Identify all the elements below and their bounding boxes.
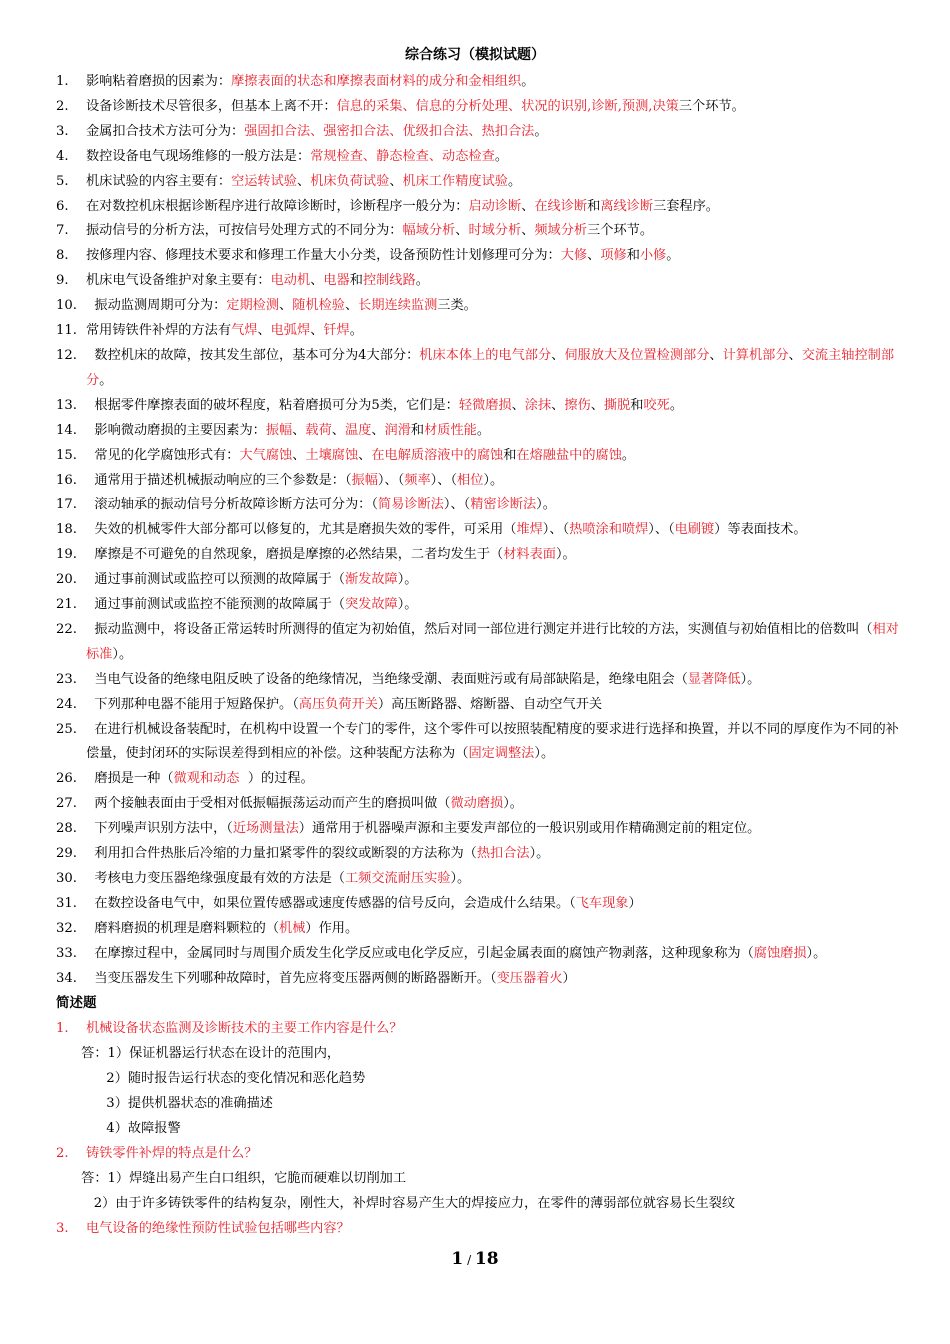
question-text: ）、（ xyxy=(443,497,471,513)
item-text xyxy=(86,892,908,917)
question-number: 1. xyxy=(56,1021,69,1036)
question-text: 机床试验的内容主要有： xyxy=(86,173,232,189)
answer-text: 机床本体上的电气部分 xyxy=(419,347,552,363)
item-number: 33. xyxy=(56,945,77,961)
question-text: ）。 xyxy=(529,846,550,862)
question-text: 摩擦是不可避免的自然现象，磨损是摩擦的必然结果，二者均发生于（ xyxy=(86,547,504,563)
item-number: 14. xyxy=(56,422,77,438)
item-number: 1. xyxy=(56,74,69,89)
list-item xyxy=(56,244,908,269)
question-text: ）等表面技术。 xyxy=(714,522,807,538)
list-item xyxy=(56,95,908,120)
answer-text: 离线诊断 xyxy=(600,198,654,214)
item-text xyxy=(86,493,908,518)
item-number: 9. xyxy=(56,273,69,289)
list-item xyxy=(56,493,908,518)
question-text: 、 xyxy=(551,397,565,413)
item-text xyxy=(86,394,908,419)
question-text: 按修理内容、修理技术要求和修理工作量大小分类，设备预防性计划修理可分为： xyxy=(86,248,561,264)
item-text xyxy=(86,244,908,269)
question-text: ）。 xyxy=(483,472,504,488)
answer-text: 高压负荷开关 xyxy=(298,696,378,712)
list-item xyxy=(56,319,908,344)
item-text xyxy=(86,170,908,195)
list-item xyxy=(56,693,908,718)
question-text: 和 xyxy=(630,397,644,413)
question-text: ）的过程。 xyxy=(247,771,314,787)
list-item xyxy=(56,967,908,992)
item-number: 22. xyxy=(56,621,77,637)
question-text: 、 xyxy=(551,347,565,363)
question-text: 、 xyxy=(587,248,601,264)
question-text: 、 xyxy=(389,173,403,189)
answer-text: 简易诊断法 xyxy=(377,497,444,513)
answer-text: 微动磨损 xyxy=(450,796,504,812)
question-text: ）。 xyxy=(740,671,761,687)
question-text: 、 xyxy=(455,223,469,239)
item-number: 4. xyxy=(56,148,69,164)
item-number: 28. xyxy=(56,821,77,837)
answer-text: 信息的采集、信息的分析处理、状况的识别,诊断,预测,决策 xyxy=(336,98,679,114)
question-text: 、 xyxy=(590,397,604,413)
question-text: ）通常用于机器噪声源和主要发声部位的一般识别或用作精确测定前的粗定位。 xyxy=(298,821,761,837)
question-text: 、 xyxy=(297,173,311,189)
question-text: 电气设备的绝缘性预防性试验包括哪些内容？ xyxy=(86,1221,350,1236)
list-item xyxy=(56,718,908,768)
answer-text: 钎焊 xyxy=(323,323,350,339)
item-number: 29. xyxy=(56,846,77,862)
item-number: 18. xyxy=(56,522,77,538)
answer-text: 启动诊断 xyxy=(468,198,522,214)
question-text: 。 xyxy=(476,422,491,438)
question-text: 金属扣合技术方法可分为： xyxy=(86,123,245,139)
page-number xyxy=(0,1249,950,1269)
section-heading: 简述题 xyxy=(56,995,97,1011)
question-text: 和 xyxy=(349,273,363,289)
answer-text: 擦伤 xyxy=(564,397,591,413)
list-item xyxy=(56,269,908,294)
answer-text: 电刷镀 xyxy=(674,522,715,538)
question-text: 铸铁零件补焊的特点是什么？ xyxy=(86,1146,258,1161)
item-number: 3. xyxy=(56,123,69,139)
list-item xyxy=(56,419,908,444)
question-text: 影响微动磨损的主要因素为： xyxy=(86,422,266,438)
short-question xyxy=(56,1141,908,1166)
item-text xyxy=(86,344,908,394)
question-text: 通常用于描述机械振动响应的三个参数是：（ xyxy=(86,472,352,488)
answer-line: 答：1）保证机器运行状态在设计的范围内， xyxy=(56,1046,341,1061)
page-title: 综合练习（模拟试题） xyxy=(405,47,545,63)
item-number: 34. xyxy=(56,970,77,986)
question-text: 和 xyxy=(587,198,601,214)
question-text: 机械设备状态监测及诊断技术的主要工作内容是什么？ xyxy=(86,1021,403,1036)
question-text: 三个环节。 xyxy=(587,223,654,239)
answer-text: 在线诊断 xyxy=(534,198,588,214)
answer-text: 强固扣合法、强密扣合法、优级扣合法、热扣合法 xyxy=(244,123,535,139)
item-text xyxy=(86,942,908,967)
list-item xyxy=(56,543,908,568)
answer-text: 空运转试验 xyxy=(231,173,297,189)
answer-text: 计算机部分 xyxy=(722,347,789,363)
question-number: 2. xyxy=(56,1146,69,1161)
item-text xyxy=(86,95,908,120)
question-text: 数控机床的故障，按其发生部位，基本可分为4大部分： xyxy=(86,347,420,363)
answer-text: 随机检验 xyxy=(292,298,345,314)
question-text: 。 xyxy=(494,148,508,164)
question-text: 振动信号的分析方法，可按信号处理方式的不同分为： xyxy=(86,223,403,239)
item-text xyxy=(86,817,908,842)
question-text: 。 xyxy=(666,248,680,264)
answer-text: 大气腐蚀 xyxy=(239,447,293,463)
question-text: ）。 xyxy=(112,646,133,662)
question-text: 、 xyxy=(292,422,306,438)
item-text xyxy=(86,917,908,942)
question-text: 和 xyxy=(503,447,517,463)
answer-text: 咬死 xyxy=(643,397,670,413)
question-text: 、 xyxy=(331,422,345,438)
answer-text: 腐蚀磨损 xyxy=(753,945,807,961)
question-text: 影响粘着磨损的因素为： xyxy=(86,74,232,89)
answer-text: 机床负荷试验 xyxy=(310,173,390,189)
item-text xyxy=(86,693,908,718)
answer-text: 热扣合法 xyxy=(476,846,530,862)
item-text xyxy=(86,593,908,618)
answer-text: 润滑 xyxy=(384,422,411,438)
item-text xyxy=(86,668,908,693)
list-item xyxy=(56,942,908,967)
question-text: 、 xyxy=(344,298,359,314)
answer-text: 定期检测 xyxy=(226,298,280,314)
list-item xyxy=(56,593,908,618)
answer-line: 4）故障报警 xyxy=(56,1121,181,1136)
question-text: 。 xyxy=(99,372,113,388)
item-number: 8. xyxy=(56,248,69,264)
question-text: 、 xyxy=(279,298,293,314)
answer-text: 长期连续监测 xyxy=(358,298,438,314)
list-item xyxy=(56,817,908,842)
answer-text: 在电解质溶液中的腐蚀 xyxy=(371,447,504,463)
question-text: 利用扣合件热胀后冷缩的力量扣紧零件的裂纹或断裂的方法称为（ xyxy=(86,846,477,862)
item-text xyxy=(86,419,908,444)
question-text: 、 xyxy=(521,223,535,239)
item-text xyxy=(86,70,908,95)
question-text: 和 xyxy=(410,422,425,438)
list-item xyxy=(56,145,908,170)
answer-text: 频域分析 xyxy=(534,223,588,239)
question-text: 、 xyxy=(310,273,324,289)
question-text: 。 xyxy=(534,123,548,139)
question-text: 、 xyxy=(310,323,324,339)
question-text: 。 xyxy=(415,273,429,289)
answer-text: 精密诊断法 xyxy=(470,497,537,513)
question-text: 磨料磨损的机理是磨料颗粒的（ xyxy=(86,920,280,936)
answer-text: 相对标准 xyxy=(86,621,899,662)
question-text: 设备诊断技术尽管很多，但基本上离不开： xyxy=(86,98,337,114)
question-text: ）。 xyxy=(397,572,418,588)
list-item xyxy=(56,917,908,942)
question-text: ）。 xyxy=(450,871,471,886)
item-number: 19. xyxy=(56,547,77,563)
question-text: 三个环节。 xyxy=(678,98,745,114)
list-item xyxy=(56,120,908,145)
answer-text: 飞车现象 xyxy=(575,895,629,911)
answer-text: 机床工作精度试验 xyxy=(402,173,508,189)
answer-text: 在熔融盐中的腐蚀 xyxy=(516,447,622,463)
question-text: 、 xyxy=(511,397,525,413)
question-text: 、 xyxy=(358,447,372,463)
question-text: 当变压器发生下列哪种故障时，首先应将变压器两侧的断路器断开。（ xyxy=(86,970,497,986)
page-current: 1 xyxy=(451,1249,464,1269)
short-answer-list xyxy=(56,1016,908,1241)
item-text xyxy=(86,718,908,768)
answer-text: 项修 xyxy=(600,248,627,264)
question-text: 通过事前测试或监控可以预测的故障属于（ xyxy=(86,572,345,588)
answer-text: 交流主轴控制部分 xyxy=(86,347,895,388)
answer-text: 气焊 xyxy=(231,323,258,339)
answer-text: 工频交流耐压实验 xyxy=(344,871,451,886)
item-text xyxy=(86,767,908,792)
list-item xyxy=(56,294,908,319)
page-total: 18 xyxy=(474,1249,499,1269)
item-number: 31. xyxy=(56,895,77,911)
answer-text: 载荷 xyxy=(305,422,332,438)
list-item xyxy=(56,70,908,95)
question-text: 三套程序。 xyxy=(653,198,719,214)
list-item xyxy=(56,170,908,195)
answer-text: 撕脱 xyxy=(603,397,631,413)
item-number: 2. xyxy=(56,98,69,114)
question-text: ）、（ xyxy=(648,522,675,538)
question-text: 、 xyxy=(709,347,723,363)
answer-text: 电动机 xyxy=(270,273,311,289)
item-text xyxy=(86,792,908,817)
answer-text: 小修 xyxy=(639,248,667,264)
question-text: 在摩擦过程中，金属同时与周围介质发生化学反应或电化学反应，引起金属表面的腐蚀产物剥落，这种现象称为（ xyxy=(86,945,754,961)
question-text: 在对数控机床根据诊断程序进行故障诊断时，诊断程序一般分为： xyxy=(86,198,469,214)
question-text: 两个接触表面由于受相对低振幅振荡运动而产生的磨损叫做（ xyxy=(86,796,451,812)
answer-text: 大修 xyxy=(560,248,588,264)
question-text: 常用铸铁件补焊的方法有 xyxy=(86,323,232,339)
answer-text: 轻微磨损 xyxy=(458,397,512,413)
item-number: 16. xyxy=(56,472,77,488)
answer-text: 材料表面 xyxy=(503,547,556,563)
item-number: 26. xyxy=(56,771,77,787)
list-item xyxy=(56,618,908,668)
answer-text: 频率 xyxy=(404,472,431,488)
answer-text: 渐发故障 xyxy=(344,572,398,588)
question-text: ）。 xyxy=(534,746,555,762)
item-number: 25. xyxy=(56,721,77,737)
list-item xyxy=(56,568,908,593)
answer-text: 土壤腐蚀 xyxy=(305,447,359,463)
item-number: 5. xyxy=(56,173,69,189)
answer-text: 堆焊 xyxy=(516,522,543,538)
item-text xyxy=(86,269,908,294)
answer-text: 微观和动态 xyxy=(173,771,248,787)
question-text: 、 xyxy=(257,323,271,339)
item-number: 15. xyxy=(56,447,77,463)
question-text: 失效的机械零件大部分都可以修复的，尤其是磨损失效的零件，可采用（ xyxy=(86,522,517,538)
list-item xyxy=(56,195,908,220)
question-text: 、 xyxy=(788,347,802,363)
list-item xyxy=(56,792,908,817)
question-number: 3. xyxy=(56,1221,69,1236)
item-text xyxy=(86,518,908,543)
item-number: 24. xyxy=(56,696,77,712)
question-text: 在数控设备电气中，如果位置传感器或速度传感器的信号反向，会造成什么结果。（ xyxy=(86,895,576,911)
answer-text: 振幅 xyxy=(351,472,378,488)
question-text: ） xyxy=(562,970,576,986)
item-text xyxy=(86,469,908,494)
answer-text: 材质性能 xyxy=(424,422,477,438)
answer-text: 突发故障 xyxy=(344,597,398,613)
item-text xyxy=(86,842,908,867)
short-question xyxy=(56,1216,908,1241)
question-text: 当电气设备的绝缘电阻反映了设备的绝缘情况，当绝缘受潮、表面赃污或有局部缺陷是，绝缘电阻会（ xyxy=(86,671,688,687)
question-text: ）。 xyxy=(806,945,827,961)
answer-text: 机械 xyxy=(279,920,306,936)
question-text: 磨损是一种（ xyxy=(86,771,174,787)
item-number: 20. xyxy=(56,572,77,588)
list-item xyxy=(56,469,908,494)
answer-text: 电弧焊 xyxy=(270,323,311,339)
answer-text: 振幅 xyxy=(265,422,293,438)
answer-text: 时域分析 xyxy=(468,223,522,239)
question-text: ）。 xyxy=(536,497,556,513)
answer-text: 涂抹 xyxy=(524,397,552,413)
answer-text: 控制线路 xyxy=(362,273,416,289)
item-text xyxy=(86,618,908,668)
answer-line: 3）提供机器状态的准确描述 xyxy=(56,1096,273,1111)
question-text: 滚动轴承的振动信号分析故障诊断方法可分为：（ xyxy=(86,497,378,513)
question-text: 。 xyxy=(349,323,363,339)
item-number: 30. xyxy=(56,871,77,886)
answer-text: 常规检查、静态检查、动态检查 xyxy=(310,148,495,164)
answer-text: 伺服放大及位置检测部分 xyxy=(564,347,710,363)
question-text: 振动监测周期可分为： xyxy=(86,298,227,314)
item-number: 13. xyxy=(56,397,77,413)
item-number: 17. xyxy=(56,497,77,513)
question-text: 数控设备电气现场维修的一般方法是： xyxy=(86,148,311,164)
question-text: 、 xyxy=(521,198,535,214)
item-text xyxy=(86,568,908,593)
answer-text: 电器 xyxy=(323,273,350,289)
item-text xyxy=(86,294,908,319)
item-text xyxy=(86,444,908,469)
list-item xyxy=(56,842,908,867)
item-text xyxy=(86,145,908,170)
question-text: ）作用。 xyxy=(305,920,359,936)
item-number: 32. xyxy=(56,920,77,936)
answer-line: 答：1）焊缝出易产生白口组织，它脆而硬难以切削加工 xyxy=(56,1171,407,1186)
list-item xyxy=(56,668,908,693)
list-item xyxy=(56,344,908,394)
answer-text: 显著降低 xyxy=(687,671,741,687)
answer-text: 幅域分析 xyxy=(402,223,456,239)
question-text: 。 xyxy=(521,74,535,89)
list-item xyxy=(56,444,908,469)
item-number: 23. xyxy=(56,671,77,687)
question-text: 和 xyxy=(626,248,640,264)
question-text: ） xyxy=(628,895,642,911)
item-text xyxy=(86,867,908,892)
item-number: 7. xyxy=(56,223,69,239)
item-text xyxy=(86,967,908,992)
short-question xyxy=(56,1016,908,1041)
item-text xyxy=(86,319,908,344)
question-text: ）、（ xyxy=(542,522,570,538)
list-item xyxy=(56,767,908,792)
question-text: 振动监测中，将设备正常运转时所测得的值定为初始值，然后对同一部位进行测定并进行比较的方法，实测值与初始值相比的倍数叫（ xyxy=(86,621,873,637)
answer-text: 近场测量法 xyxy=(232,821,299,837)
question-text: 。 xyxy=(669,397,684,413)
question-text: 、 xyxy=(292,447,306,463)
item-number: 11. xyxy=(56,323,77,339)
item-number: 27. xyxy=(56,796,77,812)
question-text: ）。 xyxy=(555,547,576,563)
question-text: 根据零件摩擦表面的破坏程度，粘着磨损可分为5类，它们是： xyxy=(86,397,459,413)
answer-line: 2）由于许多铸铁零件的结构复杂，刚性大，补焊时容易产生大的焊接应力，在零件的薄弱部位就容易长生裂纹 xyxy=(56,1196,736,1211)
question-text: 三类。 xyxy=(437,298,477,314)
list-item xyxy=(56,892,908,917)
item-text xyxy=(86,120,908,145)
question-text: 下列噪声识别方法中，（ xyxy=(86,821,233,837)
question-text: 常见的化学腐蚀形式有： xyxy=(86,447,240,463)
item-number: 12. xyxy=(56,347,77,363)
question-text: ）。 xyxy=(397,597,418,613)
answer-text: 温度 xyxy=(344,422,372,438)
question-text: 通过事前测试或监控不能预测的故障属于（ xyxy=(86,597,345,613)
answer-text: 变压器着火 xyxy=(496,970,563,986)
item-text xyxy=(86,195,908,220)
item-number: 21. xyxy=(56,597,77,613)
question-text: ）、（ xyxy=(377,472,405,488)
list-item xyxy=(56,518,908,543)
question-text: ）高压断路器、熔断器、自动空气开关 xyxy=(377,696,603,712)
list-item xyxy=(56,867,908,892)
item-text xyxy=(86,219,908,244)
answer-text: 相位 xyxy=(457,472,484,488)
item-number: 6. xyxy=(56,198,69,214)
question-text: ）。 xyxy=(503,796,523,812)
question-text: 。 xyxy=(508,173,522,189)
item-text xyxy=(86,543,908,568)
list-item xyxy=(56,219,908,244)
question-text: 在进行机械设备装配时，在机构中设置一个专门的零件，这个零件可以按照装配精度的要求进行选择和换置，并以不同的厚度作为不同的补偿量，使封闭环的实际误差得到相应的补偿。这种装配方法称为（ xyxy=(86,721,899,762)
answer-text: 固定调整法 xyxy=(468,746,535,762)
answer-text: 摩擦表面的状态和摩擦表面材料的成分和金相组织 xyxy=(231,74,522,89)
question-text: 下列那种电器不能用于短路保护。（ xyxy=(86,696,299,712)
answer-text: 热喷涂和喷焊 xyxy=(569,522,649,538)
question-text: 机床电气设备维护对象主要有： xyxy=(86,273,271,289)
list-item xyxy=(56,394,908,419)
question-text: 考核电力变压器绝缘强度最有效的方法是（ xyxy=(86,871,345,886)
page-separator: / xyxy=(463,1253,475,1267)
item-number: 10. xyxy=(56,298,77,314)
fill-in-questions-list xyxy=(56,70,908,992)
question-text: 。 xyxy=(621,447,636,463)
answer-line: 2）随时报告运行状态的变化情况和恶化趋势 xyxy=(56,1071,366,1086)
question-text: ）、（ xyxy=(430,472,458,488)
question-text: 、 xyxy=(371,422,385,438)
